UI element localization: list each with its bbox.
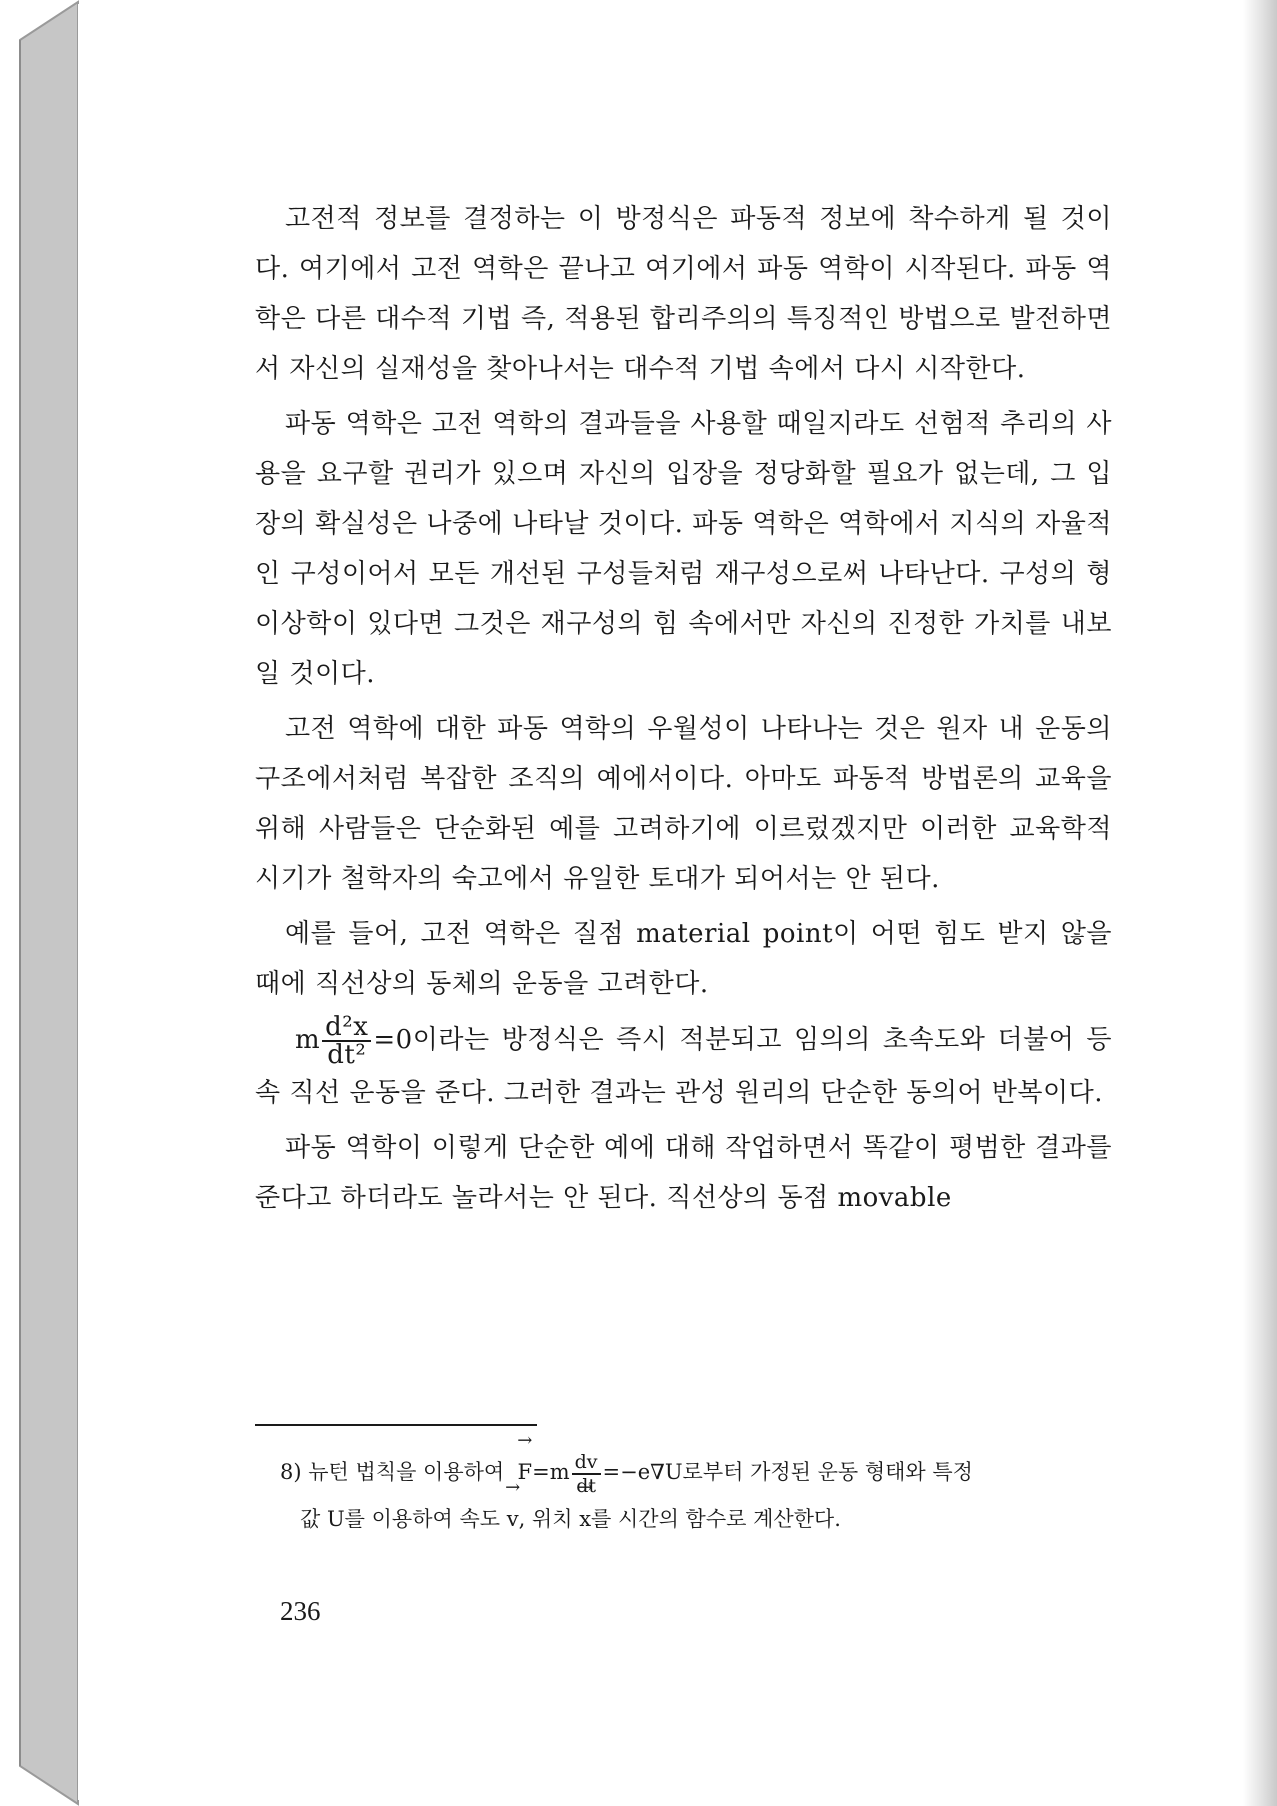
footnote-formula-rhs: =−e∇U <box>602 1460 683 1484</box>
equation-rhs: =0 <box>373 1025 413 1055</box>
footnote-marker: 8) <box>280 1460 302 1484</box>
equation-numerator: d²x <box>322 1014 371 1042</box>
equation-text: 이라는 방정식은 즉시 적분되고 임의의 초속도와 더불어 등속 직선 운동을 준다. 그러한 결과는 관성 원리의 단순한 동의어 반복이다. <box>255 1025 1112 1108</box>
footnote-line-2 <box>280 1497 1112 1541</box>
footnote-formula-eq: =m <box>532 1460 570 1484</box>
footnote-after-formula: 로부터 가정된 운동 형태와 특정 <box>682 1460 973 1484</box>
book-spine <box>0 0 80 1806</box>
footnote-position-vector: → x <box>579 1497 591 1541</box>
footnote-line2-end: 를 시간의 함수로 계산한다. <box>591 1506 841 1531</box>
footnote-mid: , 위치 <box>518 1506 573 1531</box>
footnote-numerator: dv <box>572 1451 601 1475</box>
footnote-line-1 <box>280 1450 1112 1497</box>
paragraph-2: 파동 역학은 고전 역학의 결과들을 사용할 때일지라도 선험적 추리의 사용을 요구할 권리가 있으며 자신의 입장을 정당화할 필요가 없는데, 그 입장의 확실성은 나중에 나타날 것이다. 파동 역학은 역학에서 지식의 자율적인 구성이어서 모든 개선된 구성들처럼 재구성으로써 나타난다. 구성의 형이상학이 있다면 그것은 재구성의 힘 속에서만 자신의 진정한 가치를 내보일 것이다. <box>255 409 1112 689</box>
equation-fraction <box>322 1014 371 1068</box>
footnote-force-vector: → F <box>518 1450 533 1494</box>
paragraph-1: 고전적 정보를 결정하는 이 방정식은 파동적 정보에 착수하게 될 것이다. 여기에서 고전 역학은 끝나고 여기에서 파동 역학이 시작된다. 파동 역학은 다른 대수적 기법 즉, 적용된 합리주의의 특징적인 방법으로 발전하면서 자신의 실재성을 찾아나서는 대수적 기법 속에서 다시 시작한다. <box>255 204 1112 384</box>
equation-paragraph <box>255 1014 1112 1118</box>
equation-denominator: dt² <box>327 1040 367 1070</box>
body-text <box>255 194 1112 1228</box>
paragraph-3: 고전 역학에 대한 파동 역학의 우월성이 나타나는 것은 원자 내 운동의 구조에서처럼 복잡한 조직의 예에서이다. 아마도 파동적 방법론의 교육을 위해 사람들은 단순화된 예를 고려하기에 이르렀겠지만 이러한 교육학적 시기가 철학자의 숙고에서 유일한 토대가 되어서는 안 된다. <box>255 714 1112 894</box>
paragraph-6: 파동 역학이 이렇게 단순한 예에 대해 작업하면서 똑같이 평범한 결과를 준다고 하더라도 놀라서는 안 된다. 직선상의 동점 movable <box>255 1133 1112 1213</box>
footnote-line2-start: 값 U를 이용하여 속도 <box>300 1506 501 1531</box>
page-number: 236 <box>280 1596 321 1626</box>
footnote-divider <box>255 1424 537 1426</box>
footnote-velocity-vector: → v <box>507 1497 519 1541</box>
footnote-lead: 뉴턴 법칙을 이용하여 <box>308 1460 505 1484</box>
footnote <box>280 1450 1112 1541</box>
page-edge-shadow <box>1243 0 1277 1806</box>
paragraph-4: 예를 들어, 고전 역학은 질점 material point이 어떤 힘도 받지 않을 때에 직선상의 동체의 운동을 고려한다. <box>255 919 1112 999</box>
equation-coefficient: m <box>295 1025 321 1055</box>
footnote-denominator: dt <box>576 1474 596 1497</box>
